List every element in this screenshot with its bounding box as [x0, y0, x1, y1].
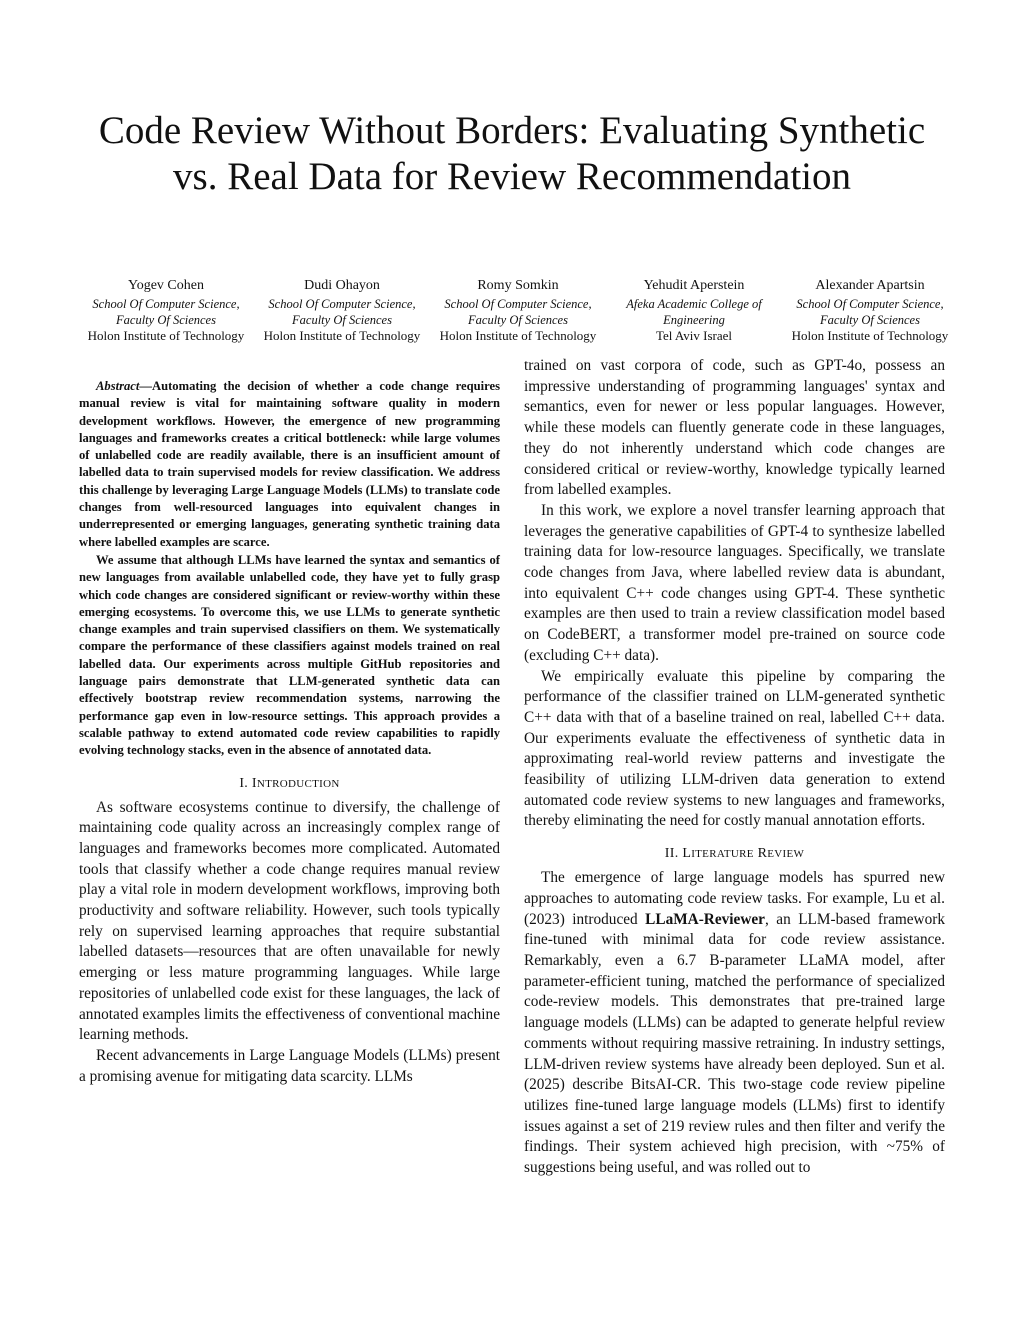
- author-affiliation: Faculty Of Sciences: [292, 313, 392, 327]
- author-institution: Tel Aviv Israel: [655, 328, 733, 343]
- abstract-paragraph: [79, 378, 500, 551]
- literature-review-body: [524, 868, 945, 1179]
- body-paragraph: [524, 868, 945, 1179]
- author-affiliation: Faculty Of Sciences: [116, 313, 216, 327]
- abstract-text: Automating the decision of whether a code change requires manual review is vital for maintaining software quality in modern development workflows. However, the emergence of new programming languages and frameworks creates a critical bottleneck: while large volumes of unlabelled code are readily available, there is an insufficient amount of labelled data to train supervised models for review classification. We address this challenge by leveraging Large Language Models (LLMs) to translate code changes from well-resourced languages into equivalent changes in underrepresented or emerging languages, generating synthetic training data where labelled examples are scarce.: [79, 379, 500, 549]
- left-column: [79, 378, 500, 1087]
- body-paragraph: Recent advancements in Large Language Models (LLMs) present a promising avenue for mitigating data scarcity. LLMs: [79, 1046, 500, 1085]
- body-paragraph: trained on vast corpora of code, such as GPT-4o, possess an impressive understanding of programming languages' syntax and semantics, even for newer or less popular languages. However, while these models can fluently generate code in these languages, they do not inherently understand which code changes are considered critical or review-worthy, knowledge typically learned from labelled examples.: [524, 357, 945, 499]
- text-run: , an LLM-based framework fine-tuned with minimal data for code review assistance. Remarkably, even a 6.7 B-parameter LLaMA model, after parameter-efficient tuning, matched the performance of specialized code-review models. This demonstrates that pre-trained large language models (LLMs) can be adapted to generate helpful review comments without requiring massive retraining. In industry settings, LLM-driven review systems have already been deployed. Sun et al. (2025) describe BitsAI-CR. This two-stage code review pipeline utilizes fine-tuned large language models (LLMs) first to identify issues against a set of 219 review rules and then filter and verify the findings. Their system achieved high precision, with ~75% of suggestions being useful, and was rolled out to: [524, 910, 945, 1177]
- section-number: I.: [239, 775, 249, 791]
- author-institution: Holon Institute of Technology: [263, 328, 421, 343]
- section-title-rest: ITERATURE: [691, 848, 754, 861]
- abstract-label: Abstract: [96, 379, 140, 393]
- abstract-dash: —: [139, 379, 152, 393]
- section-title-initial: R: [757, 846, 768, 862]
- author-name: Dudi Ohayon: [304, 278, 380, 293]
- author-card: [78, 278, 254, 344]
- author-card: [254, 278, 430, 344]
- author-affiliation: Faculty Of Sciences: [468, 313, 568, 327]
- abstract-paragraph: We assume that although LLMs have learned the syntax and semantics of new languages from available unlabelled code, they have yet to fully grasp which code changes are considered significant or review-worthy within these emerging ecosystems. To overcome this, we use LLMs to generate synthetic change examples and train supervised classifiers on them. We systematically compare the performance of these classifiers against models trained on real labelled data. Our experiments across multiple GitHub repositories and language pairs demonstrate that LLM-generated synthetic data can effectively bootstrap review recommendation systems, narrowing the performance gap even in low-resource settings. This approach provides a scalable pathway to extend automated code review capabilities to rapidly evolving technology stacks, even in the absence of annotated data.: [79, 552, 500, 758]
- section-number: II.: [664, 846, 679, 862]
- text-run: The emergence of large language models has spurred new approaches to automating code review tasks. For example, Lu et al. (2023) introduced: [524, 869, 945, 928]
- author-institution: Holon Institute of Technology: [439, 328, 597, 343]
- author-affiliation: Afeka Academic College of: [626, 297, 762, 311]
- introduction-body: [79, 798, 500, 1088]
- body-paragraph: As software ecosystems continue to diversify, the challenge of maintaining code quality across an increasingly complex range of languages and frameworks becomes more complicated. Automated tools that classify whether a code change requires manual review play a vital role in modern development workflows, improving both productivity and software reliability. However, such tools typically rely on supervised learning approaches that require substantial labelled datasets—resources that are often unavailable for newly emerging or less mature programming languages. While large repositories of unlabelled code exist for these languages, the lack of annotated examples limits the effectiveness of conventional machine learning methods.: [79, 798, 500, 1044]
- body-paragraph: We empirically evaluate this pipeline by comparing the performance of the classifier trained on LLM-generated synthetic C++ data with that of a baseline trained on real, labelled C++ data. Our experiments evaluate the effectiveness of synthetic data in approximating real-world review patterns and investigate the feasibility of utilizing LLM-driven data generation to extend automated code review systems to new languages and frameworks, thereby eliminating the need for costly manual annotation efforts.: [524, 667, 945, 830]
- author-affiliation: School Of Computer Science,: [92, 297, 240, 311]
- author-name: Alexander Apartsin: [815, 278, 925, 293]
- author-affiliation: Faculty Of Sciences: [820, 313, 920, 327]
- author-name: Yogev Cohen: [128, 278, 204, 293]
- section-title-initial: I: [251, 775, 257, 791]
- author-institution: Holon Institute of Technology: [87, 328, 245, 343]
- author-affiliation: School Of Computer Science,: [444, 297, 592, 311]
- author-card: [782, 278, 958, 344]
- author-name: Yehudit Aperstein: [643, 278, 745, 293]
- author-card: [430, 278, 606, 344]
- author-card: [606, 278, 782, 344]
- body-paragraph: In this work, we explore a novel transfer learning approach that leverages the generative capabilities of GPT-4 to synthesize labelled training data for low-resource languages. Specifically, we translate code changes from Java, where labelled review data is abundant, into equivalent C++ code changes using GPT-4. These synthetic examples are then used to train a review classification model based on CodeBERT, a transformer model pre-trained on source code (excluding C++ data).: [524, 501, 945, 664]
- author-institution: Holon Institute of Technology: [791, 328, 949, 343]
- section-title-rest: NTRODUCTION: [256, 777, 340, 790]
- author-block: [78, 278, 958, 344]
- author-affiliation: School Of Computer Science,: [796, 297, 944, 311]
- section-title-initial: L: [682, 846, 692, 862]
- section-title-rest: EVIEW: [767, 848, 805, 861]
- section-heading-literature-review: [524, 846, 945, 862]
- introduction-body-continued: [524, 356, 945, 832]
- section-heading-introduction: [79, 776, 500, 792]
- author-affiliation: Engineering: [663, 313, 725, 327]
- author-affiliation: School Of Computer Science,: [268, 297, 416, 311]
- paper-title: Code Review Without Borders: Evaluating Synthetic vs. Real Data for Review Recommendation: [98, 109, 926, 198]
- bold-term: LLaMA-Reviewer: [645, 910, 765, 928]
- right-column: [524, 356, 945, 1179]
- author-name: Romy Somkin: [477, 278, 559, 293]
- abstract: [79, 378, 500, 760]
